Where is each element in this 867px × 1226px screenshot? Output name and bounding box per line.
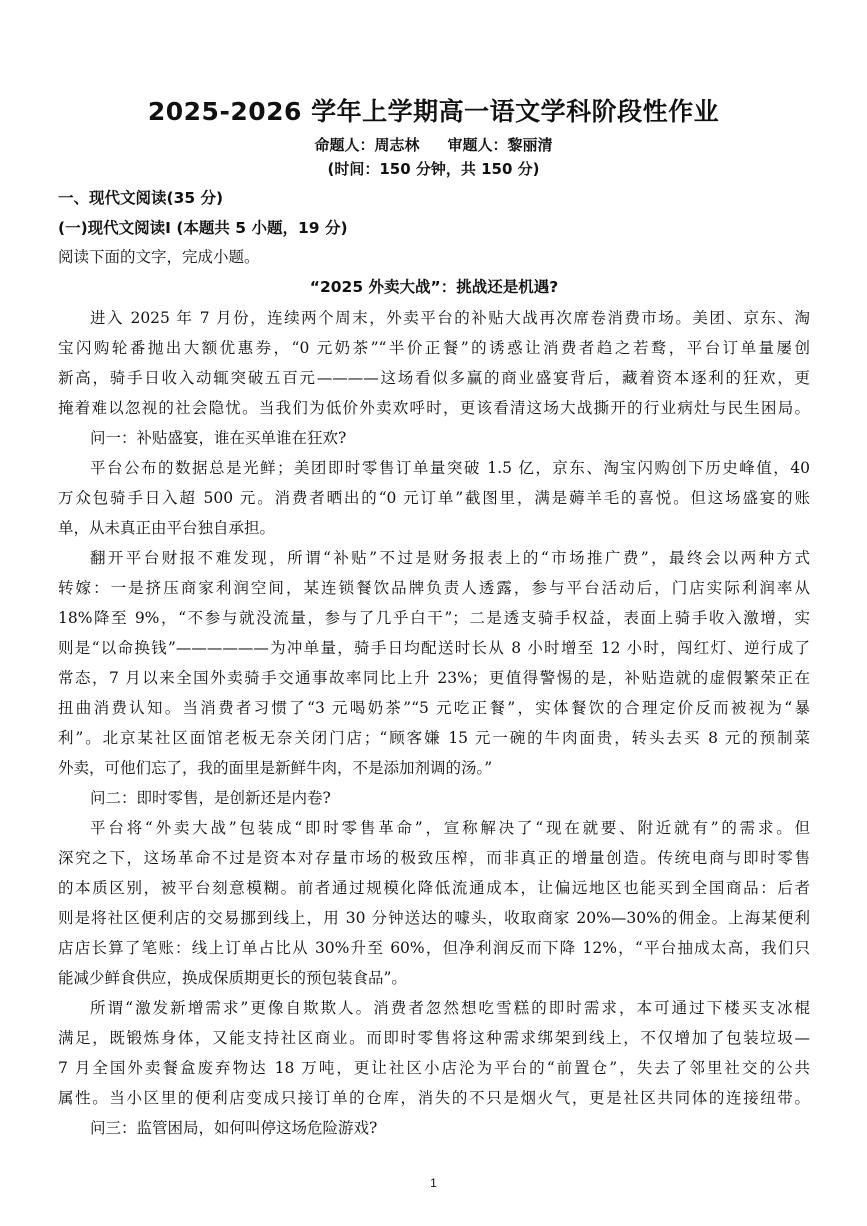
article-line: 利”。北京某社区面馆老板无奈关闭门店；“顾客嫌 15 元一碗的牛肉面贵，转头去买 8 元的预制菜 bbox=[58, 729, 810, 747]
article-line: 满足，既锻炼身体，又能支持社区商业。而即时零售将这种需求绑架到线上，不仅增加了包装垃圾— bbox=[58, 1029, 810, 1047]
article-line: 万众包骑手日入超 500 元。消费者晒出的“0 元订单”截图里，满是薅羊毛的喜悦。但这场盛宴的账 bbox=[58, 489, 810, 507]
reviewer: 审题人：黎丽清 bbox=[447, 136, 553, 154]
article-line: 所谓“激发新增需求”更像自欺欺人。消费者忽然想吃雪糕的即时需求，本可通过下楼买支冰棍 bbox=[90, 999, 810, 1017]
time-info: (时间：150 分钟，共 150 分) bbox=[327, 160, 540, 178]
article-line: 扭曲消费认知。当消费者习惯了“3 元喝奶茶”“5 元吃正餐”，实体餐饮的合理定价反而被视为“暴 bbox=[58, 699, 810, 717]
article-line: 掩着难以忽视的社会隐忧。当我们为低价外卖欢呼时，更该看清这场大战撕开的行业病灶与民生困局。 bbox=[58, 399, 810, 417]
page-number: 1 bbox=[430, 1176, 437, 1190]
article-line: 能减少鲜食供应，换成保质期更长的预包装食品”。 bbox=[58, 969, 407, 987]
article-line: 平台公布的数据总是光鲜；美团即时零售订单量突破 1.5 亿，京东、淘宝闪购创下历史峰值，40 bbox=[90, 459, 810, 477]
article-line: 新高，骑手日收入动辄突破五百元————这场看似多赢的商业盛宴背后，藏着资本逐利的狂欢，更 bbox=[58, 369, 810, 387]
proposer: 命题人：周志林 bbox=[314, 136, 420, 154]
article-line: 宝闪购轮番抛出大额优惠券，“0 元奶茶”“半价正餐”的诱惑让消费者趋之若鹜，平台订单量屡创 bbox=[58, 339, 810, 357]
author-info bbox=[0, 134, 867, 155]
article-line: 翻开平台财报不难发现，所谓“补贴”不过是财务报表上的“市场推广费”，最终会以两种方式 bbox=[90, 549, 810, 567]
article-line: 外卖，可他们忘了，我的面里是新鲜牛肉，不是添加剂调的汤。” bbox=[58, 759, 493, 777]
article-line: 则是将社区便利店的交易挪到线上，用 30 分钟送达的噱头，收取商家 20%—30%的佣金。上海某便利 bbox=[58, 909, 810, 927]
article-line: 进入 2025 年 7 月份，连续两个周末，外卖平台的补贴大战再次席卷消费市场。美团、京东、淘 bbox=[90, 309, 810, 327]
document-title: 2025-2026 学年上学期高一语文学科阶段性作业 bbox=[147, 97, 720, 126]
article-line: 的本质区别，被平台刻意模糊。前者通过规模化降低流通成本，让偏远地区也能买到全国商品：后者 bbox=[58, 879, 810, 897]
article-subheading: 问二：即时零售，是创新还是内卷? bbox=[90, 789, 331, 807]
sub-section-heading: (一)现代文阅读Ⅰ (本题共 5 小题，19 分) bbox=[58, 219, 348, 237]
article-line: 属性。当小区里的便利店变成只接订单的仓库，消失的不只是烟火气，更是社区共同体的连接纽带。 bbox=[58, 1089, 810, 1107]
article-line: 单，从未真正由平台独自承担。 bbox=[58, 519, 276, 537]
section-heading: 一、现代文阅读(35 分) bbox=[58, 189, 224, 207]
instruction: 阅读下面的文字，完成小题。 bbox=[58, 248, 260, 266]
article-line: 平台将“外卖大战”包装成“即时零售革命”，宣称解决了“现在就要、附近就有”的需求。但 bbox=[90, 819, 810, 837]
article-line: 转嫁：一是挤压商家利润空间，某连锁餐饮品牌负责人透露，参与平台活动后，门店实际利润率从 bbox=[58, 579, 810, 597]
article-subheading: 问一：补贴盛宴，谁在买单谁在狂欢? bbox=[90, 429, 347, 447]
article-line: 深究之下，这场革命不过是资本对存量市场的极致压榨，而非真正的增量创造。传统电商与即时零售 bbox=[58, 849, 810, 867]
article-line: 常态，7 月以来全国外卖骑手交通事故率同比上升 23%；更值得警惕的是，补贴造就的虚假繁荣正在 bbox=[58, 669, 810, 687]
article-line: 18%降至 9%，“不参与就没流量，参与了几乎白干”；二是透支骑手权益，表面上骑手收入激增，实 bbox=[58, 609, 810, 627]
article-line: 则是“以命换钱”——————为冲单量，骑手日均配送时长从 8 小时增至 12 小时，闯红灯、逆行成了 bbox=[58, 639, 810, 657]
article-title: “2025 外卖大战”：挑战还是机遇? bbox=[309, 278, 559, 296]
article-subheading: 问三：监管困局，如何叫停这场危险游戏? bbox=[90, 1119, 378, 1137]
article-line: 7 月全国外卖餐盒废弃物达 18 万吨，更让社区小店沦为平台的“前置仓”，失去了邻里社交的公共 bbox=[58, 1059, 810, 1077]
article-line: 店店长算了笔账：线上订单占比从 30%升至 60%，但净利润反而下降 12%，“平台抽成太高，我们只 bbox=[58, 939, 810, 957]
